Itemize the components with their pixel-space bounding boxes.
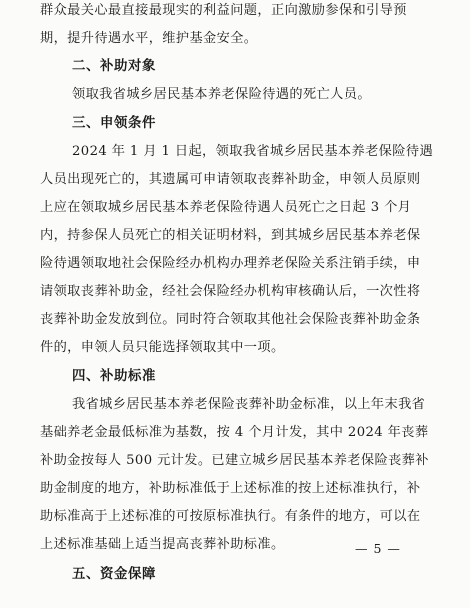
body-text-line: 丧葬补助金发放到位。同时符合领取其他社会保险丧葬补助金条 — [40, 312, 421, 327]
page-number: — 5 — — [355, 541, 401, 556]
section-heading-subsidy-standard: 四、补助标准 — [72, 369, 156, 384]
body-text-line: 件的，申领人员只能选择领取其中一项。 — [40, 340, 285, 355]
body-text-line: 上应在领取城乡居民基本养老保险待遇人员死亡之日起 3 个月 — [40, 200, 412, 215]
body-text-line: 内，持参保人员死亡的相关证明材料，到其城乡居民基本养老保 — [40, 228, 421, 243]
body-text-line: 请领取丧葬补助金，经社会保险经办机构审核确认后，一次性将 — [40, 284, 421, 299]
section-heading-subsidy-recipients: 二、补助对象 — [72, 59, 156, 74]
body-text-line: 补助金按每人 500 元计发。已建立城乡居民基本养老保险丧葬补 — [40, 453, 429, 468]
body-text-line: 助金制度的地方，补助标准低于上述标准的按上述标准执行，补 — [40, 481, 421, 496]
body-text-line: 基础养老金最低标准为基数，按 4 个月计发，其中 2024 年丧葬 — [40, 425, 429, 440]
body-text-line: 我省城乡居民基本养老保险丧葬补助金标准，以上年末我省 — [72, 397, 426, 412]
body-text-line: 期，提升待遇水平，维护基金安全。 — [40, 31, 258, 46]
body-text-line: 险待遇领取地社会保险经办机构办理养老保险关系注销手续，申 — [40, 256, 421, 271]
body-text-line: 上述标准基础上适当提高丧葬补助标准。 — [40, 537, 285, 552]
body-text-line: 助标准高于上述标准的可按原标准执行。有条件的地方，可以在 — [40, 509, 421, 524]
section-heading-funding-guarantee: 五、资金保障 — [72, 567, 156, 582]
body-text-line: 领取我省城乡居民基本养老保险待遇的死亡人员。 — [72, 87, 371, 102]
body-text-line: 2024 年 1 月 1 日起，领取我省城乡居民基本养老保险待遇 — [72, 144, 434, 159]
body-text-line: 人员出现死亡的，其遗属可申请领取丧葬补助金，申领人员原则 — [40, 172, 421, 187]
body-text-line: 群众最关心最直接最现实的利益问题，正向激励参保和引导预 — [40, 3, 407, 18]
section-heading-application-conditions: 三、申领条件 — [72, 116, 156, 131]
